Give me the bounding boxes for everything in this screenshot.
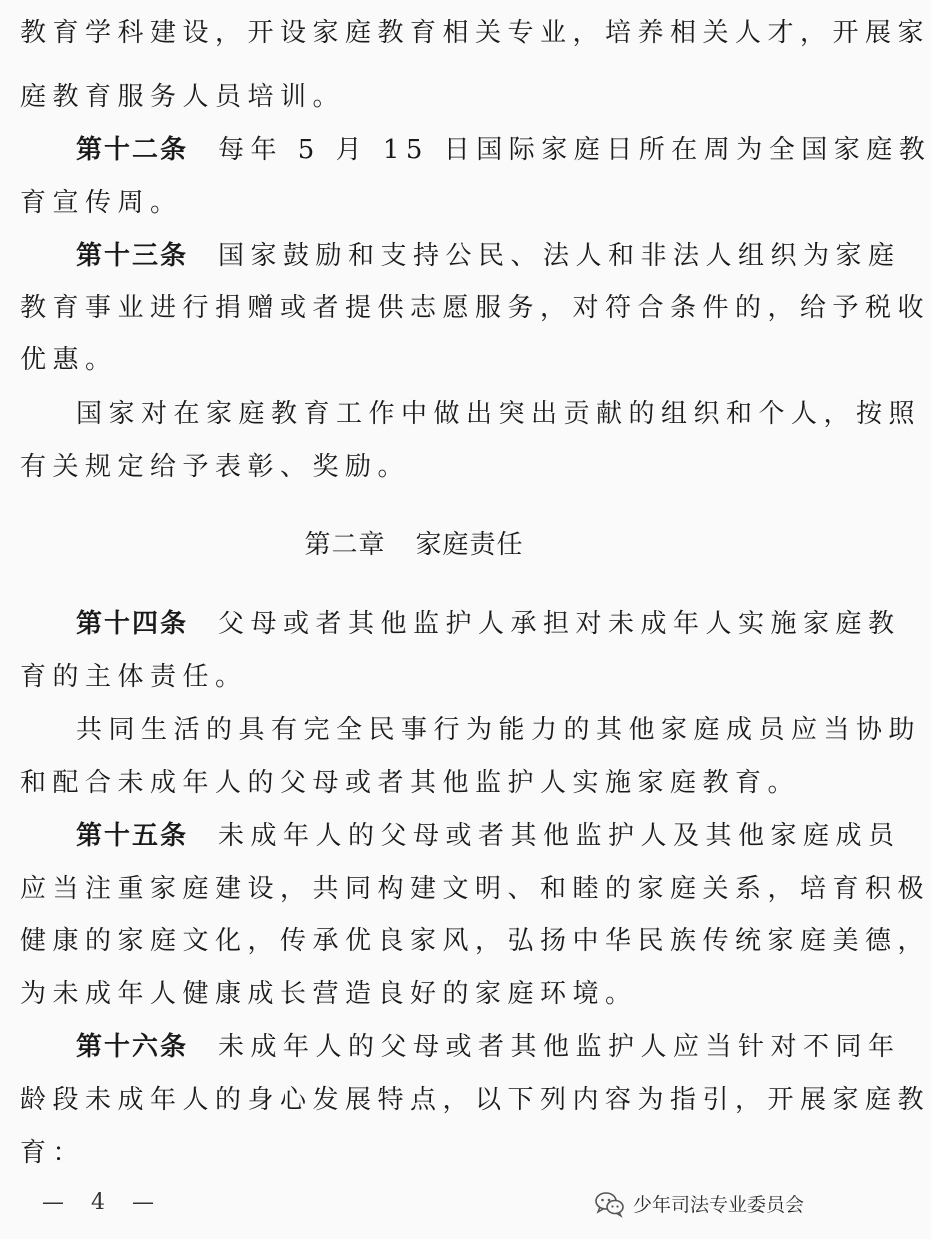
chapter-number: 第二章 [304, 530, 386, 560]
watermark-text: 少年司法专业委员会 [632, 1194, 804, 1216]
chapter-heading [0, 528, 828, 562]
article-text: 未成年人的父母或者其他监护人及其他家庭成员 [218, 821, 901, 851]
page-number: — 4 — [42, 1190, 164, 1215]
paragraph-line: 健康的家庭文化，传承优良家风，弘扬中华民族传统家庭美德， [20, 926, 931, 956]
paragraph-line: 共同生活的具有完全民事行为能力的其他家庭成员应当协助 [76, 715, 922, 745]
article-15-line [76, 819, 901, 853]
paragraph-line: 龄段未成年人的身心发展特点，以下列内容为指引，开展家庭教 [20, 1085, 931, 1115]
paragraph-line: 优惠。 [20, 345, 118, 375]
article-number: 第十三条 [76, 241, 189, 271]
article-number: 第十六条 [76, 1032, 189, 1062]
article-text: 未成年人的父母或者其他监护人应当针对不同年 [218, 1032, 901, 1062]
wechat-watermark [595, 1190, 804, 1217]
article-text: 父母或者其他监护人承担对未成年人实施家庭教 [218, 609, 901, 639]
paragraph-line: 国家对在家庭教育工作中做出突出贡献的组织和个人，按照 [76, 399, 922, 429]
paragraph-line: 教育学科建设，开设家庭教育相关专业，培养相关人才，开展家 [20, 18, 931, 48]
article-14-line [76, 607, 901, 641]
article-number: 第十二条 [76, 135, 189, 165]
article-12-line [76, 133, 931, 167]
paragraph-line: 育的主体责任。 [20, 662, 248, 692]
paragraph-line: 育： [20, 1138, 86, 1168]
paragraph-line: 有关规定给予表彰、奖励。 [20, 452, 411, 482]
wechat-icon [595, 1191, 625, 1217]
article-16-line [76, 1030, 901, 1064]
paragraph-line: 和配合未成年人的父母或者其他监护人实施家庭教育。 [20, 768, 801, 798]
paragraph-line: 教育事业进行捐赠或者提供志愿服务，对符合条件的，给予税收 [20, 293, 931, 323]
article-text: 每年 5 月 15 日国际家庭日所在周为全国家庭教 [218, 135, 931, 165]
paragraph-line: 育宣传周。 [20, 188, 183, 218]
paragraph-line: 应当注重家庭建设，共同构建文明、和睦的家庭关系，培育积极 [20, 874, 931, 904]
article-13-line [76, 239, 901, 273]
chapter-title: 家庭责任 [415, 530, 524, 560]
article-number: 第十五条 [76, 821, 189, 851]
article-text: 国家鼓励和支持公民、法人和非法人组织为家庭 [218, 241, 901, 271]
paragraph-line: 为未成年人健康成长营造良好的家庭环境。 [20, 979, 638, 1009]
article-number: 第十四条 [76, 609, 189, 639]
paragraph-line: 庭教育服务人员培训。 [20, 82, 346, 112]
